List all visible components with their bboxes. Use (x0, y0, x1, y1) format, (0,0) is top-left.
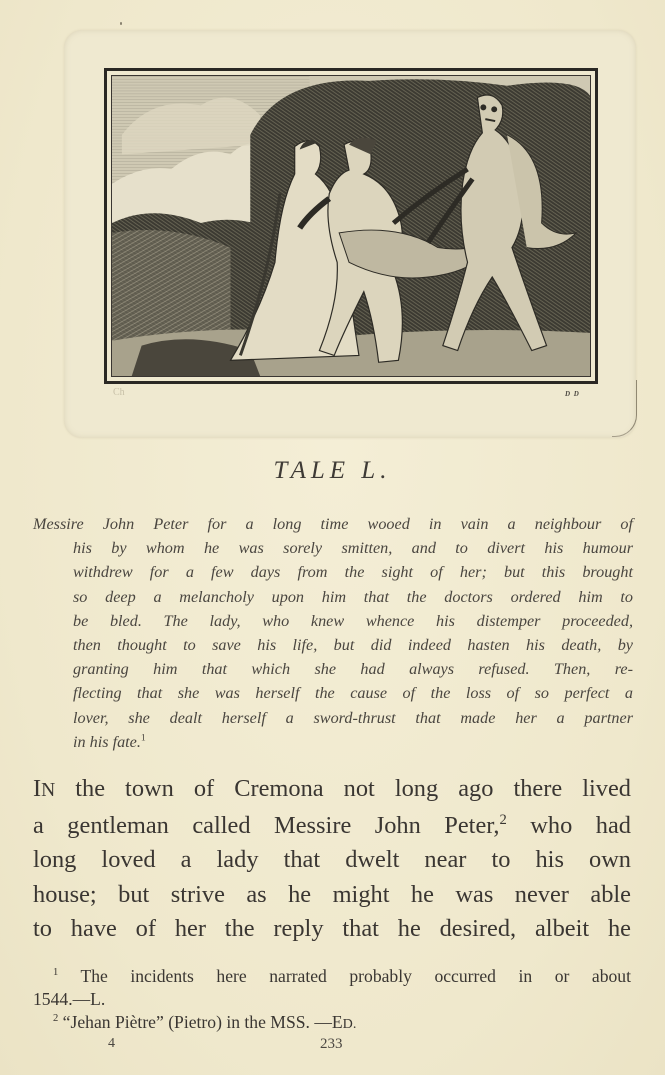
footnote-text: The incidents here narrated probably occurred in or about (58, 966, 631, 986)
argument-line: so deep a melancholy upon him that the doctors ordered him to (73, 587, 633, 606)
footnote-1-line (33, 965, 631, 988)
body-line: long loved a lady that dwelt near to his own (33, 846, 631, 874)
page-number: 233 (320, 1036, 343, 1052)
footnotes (33, 965, 631, 1036)
printer-signature-mark: 4 (108, 1036, 115, 1051)
dropcap: I (33, 775, 42, 802)
argument-line: withdrew for a few days from the sight of her; but this brought (73, 563, 633, 582)
paper-speck (120, 22, 122, 25)
argument-line: then thought to save his life, but did indeed hasten his death, by (73, 636, 633, 655)
argument-text: in his fate. (73, 732, 141, 751)
argument-line-last (33, 730, 633, 754)
editor-mark-D: D. (342, 1016, 357, 1032)
argument-line: his by whom he was sorely smitten, and to divert his humour (73, 539, 633, 558)
body-text-run: the town of Cremona not long ago there lived (55, 775, 631, 802)
argument-line: flecting that she was herself the cause of the loss of so perfect a (73, 684, 633, 703)
body-line (33, 809, 631, 844)
tale-title: TALE L. (273, 457, 392, 484)
footnote-1-line-2: 1544.—L. (33, 989, 106, 1009)
argument-line: lover, she dealt herself a sword-thrust that made her a partner (73, 708, 633, 727)
footnote-mark-1: 1 (53, 967, 59, 979)
body-text-run: who had (506, 811, 631, 839)
smallcap: N (41, 780, 56, 801)
argument-line: be bled. The lady, who knew whence his distemper proceeded, (73, 611, 633, 630)
body-line (33, 772, 631, 809)
tale-argument (33, 512, 633, 754)
body-line: house; but strive as he might he was never able (33, 880, 631, 908)
body-text-run: a gentleman called Messire John Peter, (33, 811, 500, 839)
engraving-illustration (111, 75, 591, 377)
engraving-image-icon (112, 76, 590, 376)
footnote-ref-2[interactable]: 2 (499, 811, 507, 828)
footnote-ref-1[interactable]: 1 (140, 732, 146, 744)
illustration-frame (104, 68, 598, 384)
argument-line: granting him that which she had always refused. Then, re- (73, 660, 633, 679)
plate-ghost-mark: Ch (113, 387, 125, 398)
footnote-2-line (33, 1011, 631, 1036)
argument-line: Messire John Peter for a long time wooed in vain a neighbour of (33, 515, 633, 533)
tale-body (33, 772, 631, 947)
engraver-signature: D D (565, 390, 580, 398)
footnote-mark-2: 2 (53, 1013, 59, 1025)
body-line: to have of her the reply that he desired, albeit he (33, 915, 631, 943)
footnote-text: “Jehan Piètre” (Pietro) in the MSS. — (58, 1012, 332, 1032)
editor-mark-E: E (331, 1012, 343, 1032)
